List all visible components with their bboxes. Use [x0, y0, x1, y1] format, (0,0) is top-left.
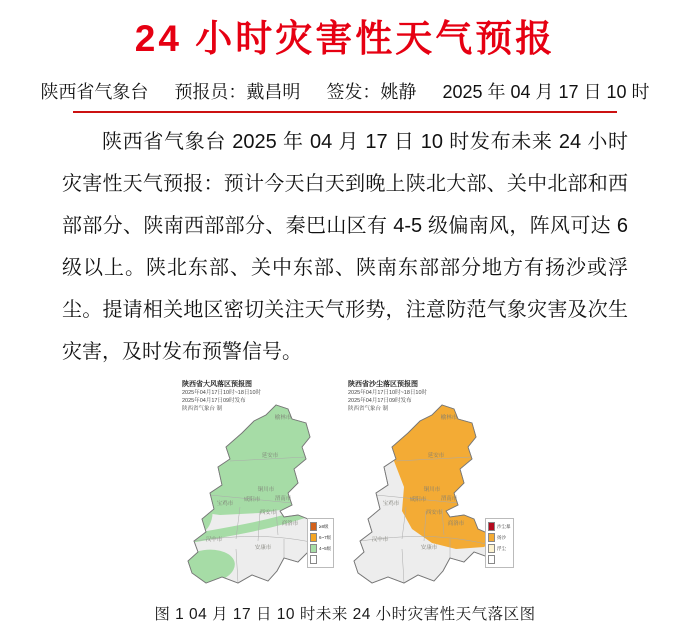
city-label: 铜川市	[257, 487, 275, 493]
city-label: 商洛市	[281, 521, 299, 527]
city-label: 渭南市	[440, 496, 458, 502]
city-label: 汉中市	[205, 537, 223, 543]
issuer-name: 签发：姚静	[326, 82, 417, 102]
map-issue-time: 2025年04月17日09时发布	[348, 398, 412, 405]
legend-label: 浮尘	[497, 545, 506, 551]
map-credit: 陕西省气象台 制	[348, 406, 389, 413]
map-left-meta	[182, 380, 261, 414]
legend-swatch	[310, 544, 317, 553]
city-label: 商洛市	[447, 521, 465, 527]
agency-name: 陕西省气象台	[40, 82, 149, 102]
forecast-paragraph: 陕西省气象台 2025 年 04 月 17 日 10 时发布未来 24 小时灾害性天气预报：预计今天白天到晚上陕北大部、关中北部和西部部分、陕南西部部分、秦巴山区有 4-5 级偏南风，阵风可达 6 级以上。陕北东部、关中东部、陕南东部部分地方有扬沙或浮尘。提请相关地区密切关注天气形势，注意防范气象灾害及次生灾害，及时发布预警信号。	[62, 131, 628, 363]
figure-caption: 图 1 04 月 17 日 10 时未来 24 小时灾害性天气落区图	[154, 606, 536, 623]
legend-label: 扬沙	[497, 534, 506, 540]
map-right-meta	[348, 380, 427, 414]
legend-label: 沙尘暴	[497, 523, 511, 529]
legend-row	[310, 521, 331, 532]
city-label: 延安市	[427, 453, 445, 459]
legend-swatch	[488, 555, 495, 564]
issue-datetime: 2025 年 04 月 17 日 10 时	[442, 82, 650, 102]
legend-label: 4~5级	[319, 545, 332, 551]
city-label: 安康市	[254, 545, 272, 551]
forecaster-name: 预报员：戴昌明	[174, 82, 301, 102]
legend-swatch	[310, 555, 317, 564]
map-issue-time: 2025年04月17日09时发布	[182, 398, 246, 405]
city-label: 咸阳市	[243, 497, 261, 503]
city-label: 西安市	[425, 510, 443, 516]
city-label: 西安市	[259, 510, 277, 516]
legend-row	[488, 554, 511, 565]
city-label: 宝鸡市	[382, 501, 400, 507]
legend-swatch	[488, 544, 495, 553]
city-label: 铜川市	[423, 487, 441, 493]
maps-row	[0, 377, 690, 595]
legend-swatch	[310, 533, 317, 542]
legend-swatch	[310, 522, 317, 531]
header-divider	[73, 111, 617, 113]
map-credit: 陕西省气象台 制	[182, 406, 223, 413]
document-header	[0, 78, 690, 104]
city-label: 宝鸡市	[216, 501, 234, 507]
legend-row	[310, 543, 331, 554]
city-label: 安康市	[420, 545, 438, 551]
legend-swatch	[488, 533, 495, 542]
city-label: 延安市	[261, 453, 279, 459]
city-label: 榆林市	[440, 415, 458, 421]
city-label: 咸阳市	[409, 497, 427, 503]
city-label: 渭南市	[274, 496, 292, 502]
legend-label: ≥8级	[319, 523, 329, 529]
map-left	[179, 377, 345, 595]
map-valid-time: 2025年04月17日10时~18日10时	[182, 390, 262, 397]
city-label: 汉中市	[371, 537, 389, 543]
legend-row	[310, 554, 331, 565]
legend-swatch	[488, 522, 495, 531]
map-valid-time: 2025年04月17日10时~18日10时	[348, 390, 428, 397]
legend-row	[310, 532, 331, 543]
legend-row	[488, 532, 511, 543]
map-title: 陕西省沙尘落区预报图	[348, 381, 418, 388]
legend-label: 6~7级	[319, 534, 332, 540]
map-title: 陕西省大风落区预报图	[182, 381, 252, 388]
legend-row	[488, 521, 511, 532]
city-label: 榆林市	[274, 415, 292, 421]
wind-legend	[307, 518, 334, 568]
dust-legend	[485, 518, 514, 568]
map-right	[345, 377, 511, 595]
page-title: 24 小时灾害性天气预报	[134, 18, 556, 59]
legend-row	[488, 543, 511, 554]
